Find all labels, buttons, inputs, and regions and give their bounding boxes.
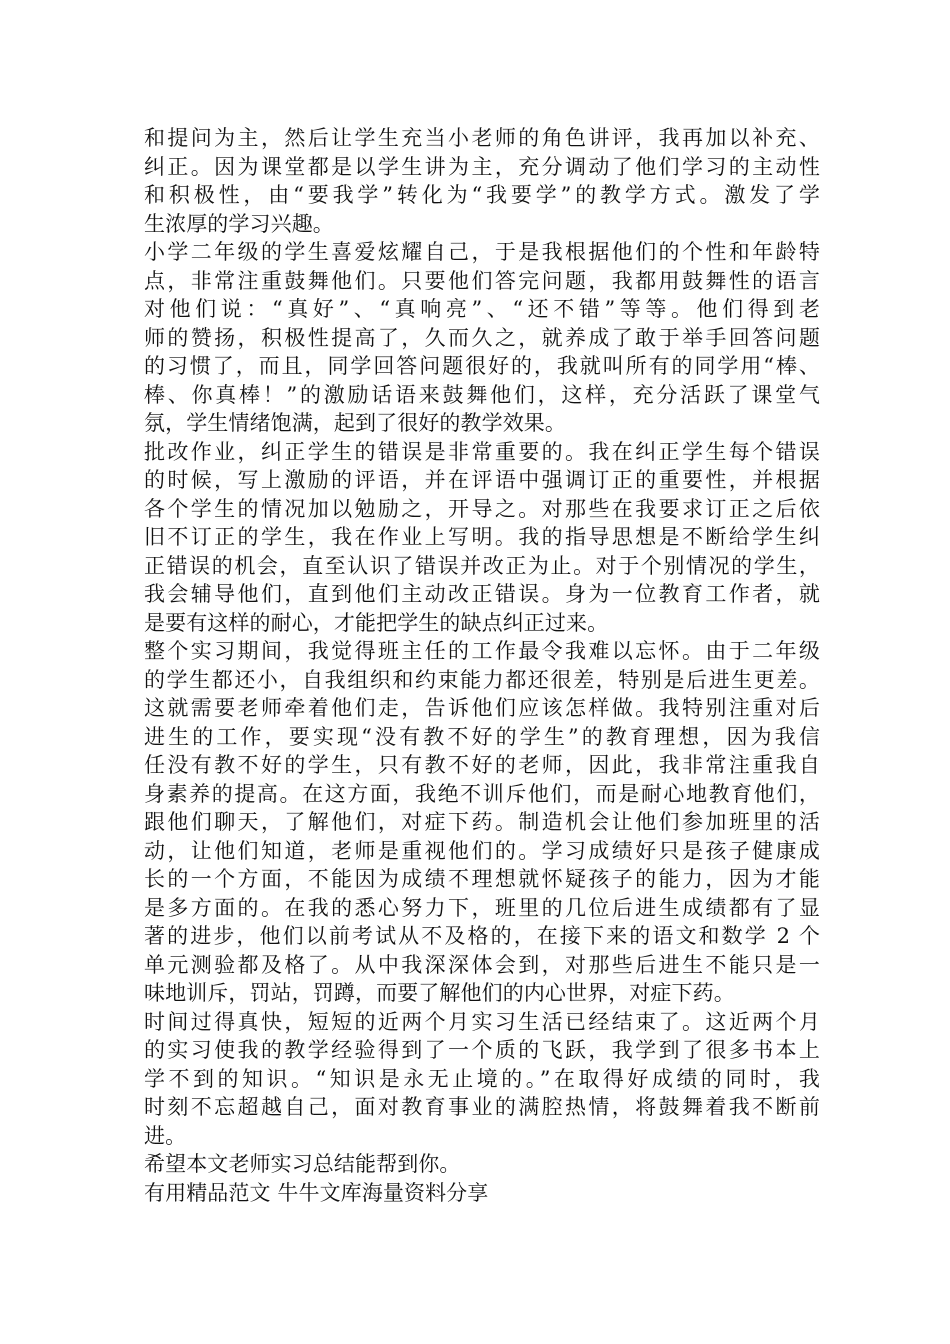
text-line: 进。 <box>144 1123 187 1148</box>
text-line: 时间过得真快，短短的近两个月实习生活已经结束了。这近两个月 <box>144 1009 820 1034</box>
text-line: 单元测验都及格了。从中我深深体会到，对那些后进生不能只是一 <box>144 952 820 977</box>
text-line: 棒、你真棒！”的激励话语来鼓舞他们，这样，充分活跃了课堂气 <box>144 382 820 407</box>
text-line: 对他们说：“真好”、“真响亮”、“还不错”等等。他们得到老 <box>144 297 820 321</box>
text-line: 的时候，写上激励的评语，并在评语中强调订正的重要性，并根据 <box>144 468 820 492</box>
text-line: 点，非常注重鼓舞他们。只要他们答完问题，我都用鼓舞性的语言 <box>144 268 820 293</box>
text-line: 生浓厚的学习兴趣。 <box>144 211 334 236</box>
text-line: 是多方面的。在我的悉心努力下，班里的几位后进生成绩都有了显 <box>144 895 820 920</box>
text-line: 小学二年级的学生喜爱炫耀自己，于是我根据他们的个性和年龄特 <box>144 240 820 264</box>
text-line: 学不到的知识。“知识是永无止境的。”在取得好成绩的同时，我 <box>144 1066 820 1091</box>
text-line: 这就需要老师牵着他们走，告诉他们应该怎样做。我特别注重对后 <box>144 696 820 720</box>
text-line: 和提问为主，然后让学生充当小老师的角色讲评，我再加以补充、 <box>144 126 820 150</box>
text-line: 时刻不忘超越自己，面对教育事业的满腔热情，将鼓舞着我不断前 <box>144 1095 820 1119</box>
text-line: 的学生都还小，自我组织和约束能力都还很差，特别是后进生更差。 <box>144 667 820 692</box>
text-line: 味地训斥，罚站，罚蹲，而要了解他们的内心世界，对症下药。 <box>144 981 735 1005</box>
text-line: 的习惯了，而且，同学回答问题很好的，我就叫所有的同学用“棒、 <box>144 354 820 378</box>
text-line: 跟他们聊天，了解他们，对症下药。制造机会让他们参加班里的活 <box>144 810 820 834</box>
document-body <box>144 124 820 1207</box>
text-line: 正错误的机会，直至认识了错误并改正为止。对于个别情况的学生， <box>144 553 820 578</box>
text-line: 有用精品范文 牛牛文库海量资料分享 <box>144 1180 489 1205</box>
text-line: 身素养的提高。在这方面，我绝不训斥他们，而是耐心地教育他们， <box>144 781 820 806</box>
text-line: 师的赞扬，积极性提高了，久而久之，就养成了敢于举手回答问题 <box>144 325 820 350</box>
text-line: 希望本文老师实习总结能帮到你。 <box>144 1152 461 1176</box>
text-line: 批改作业，纠正学生的错误是非常重要的。我在纠正学生每个错误 <box>144 439 820 464</box>
text-line: 我会辅导他们，直到他们主动改正错误。身为一位教育工作者，就 <box>144 582 820 606</box>
text-line: 任没有教不好的学生，只有教不好的老师，因此，我非常注重我自 <box>144 753 820 777</box>
text-line: 纠正。因为课堂都是以学生讲为主，充分调动了他们学习的主动性 <box>144 154 820 179</box>
text-line: 动，让他们知道，老师是重视他们的。学习成绩好只是孩子健康成 <box>144 838 820 863</box>
text-line: 氛，学生情绪饱满，起到了很好的教学效果。 <box>144 411 566 435</box>
text-line: 进生的工作，要实现“没有教不好的学生”的教育理想，因为我信 <box>144 724 820 749</box>
text-line: 长的一个方面，不能因为成绩不理想就怀疑孩子的能力，因为才能 <box>144 867 820 891</box>
text-line: 各个学生的情况加以勉励之，开导之。对那些在我要求订正之后依 <box>144 496 820 521</box>
text-line: 旧不订正的学生，我在作业上写明。我的指导思想是不断给学生纠 <box>144 525 820 549</box>
text-line: 和积极性，由“要我学”转化为“我要学”的教学方式。激发了学 <box>144 183 820 207</box>
text-line: 的实习使我的教学经验得到了一个质的飞跃，我学到了很多书本上 <box>144 1038 820 1062</box>
text-line: 著的进步，他们以前考试从不及格的，在接下来的语文和数学 2 个 <box>144 924 820 948</box>
text-line: 是要有这样的耐心，才能把学生的缺点纠正过来。 <box>144 610 609 635</box>
text-line: 整个实习期间，我觉得班主任的工作最令我难以忘怀。由于二年级 <box>144 639 820 663</box>
